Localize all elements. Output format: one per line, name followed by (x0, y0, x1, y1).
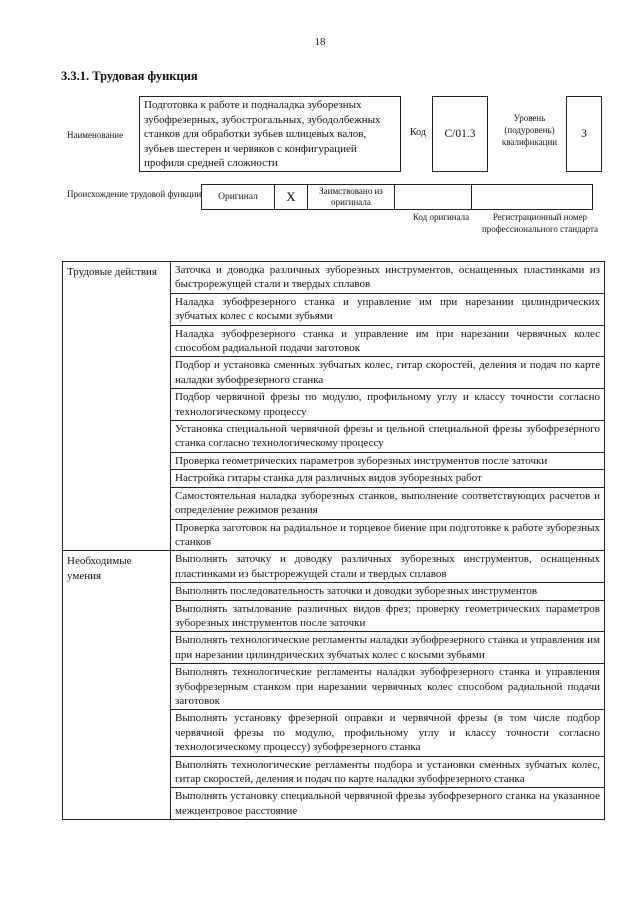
labor-action-item: Заточка и доводка различных зуборезных инструментов, оснащенных пластинками из быстрорежущей стали и твердых сплавов (171, 262, 605, 294)
level-value: 3 (566, 96, 602, 172)
labor-action-item: Подбор и установка сменных зубчатых колес, гитар скоростей, деления и подач по карте наладки зубофрезерного станка (171, 357, 605, 389)
table-row (63, 551, 605, 583)
skill-item: Выполнять технологические регламенты подбора и установки сменных зубчатых колес, гитар скоростей, деления и подач по карте наладки зубофрезерного станка (171, 756, 605, 788)
level-label: Уровень (подуровень) квалификации (501, 113, 558, 147)
labor-actions-label: Трудовые действия (63, 262, 171, 551)
code-original-cell (395, 185, 472, 210)
reg-number-caption: Регистрационный номер профессионального стандарта (481, 212, 599, 234)
function-details-table (62, 261, 605, 820)
original-mark: Х (275, 185, 308, 210)
original-cell: Оригинал (202, 185, 275, 210)
code-label: Код (410, 127, 426, 138)
labor-action-item: Установка специальной червячной фрезы и цельной специальной фрезы зубофрезерного станка согласно технологическому процессу (171, 421, 605, 453)
skill-item: Выполнять затылование различных видов фрез; проверку геометрических параметров зуборезных инструментов после заточки (171, 600, 605, 632)
origin-table (201, 184, 593, 210)
function-name-box: Подготовка к работе и подналадка зуборезных зубофрезерных, зубострогальных, зубодолбежных станков для обработки зубьев шлицевых валов, зубьев шестерен и червяков с конфигурацией профиля средней сложности (139, 96, 401, 172)
labor-action-item: Самостоятельная наладка зуборезных станков, выполнение соответствующих расчетов и определение режимов резания (171, 487, 605, 519)
section-title: 3.3.1. Трудовая функция (61, 69, 198, 83)
skill-item: Выполнять заточку и доводку различных зуборезных инструментов, оснащенных пластинками из быстрорежущей стали и твердых сплавов (171, 551, 605, 583)
reg-number-cell (472, 185, 593, 210)
skill-item: Выполнять последовательность заточки и доводки зуборезных инструментов (171, 583, 605, 600)
table-row (63, 262, 605, 294)
skill-item: Выполнять установку специальной червячной фрезы зубофрезерного станка на указанное межцентровое расстояние (171, 788, 605, 820)
page-number: 18 (314, 36, 326, 48)
origin-label: Происхождение трудовой функции (67, 189, 202, 199)
borrowed-cell: Заимствовано из оригинала (308, 185, 395, 210)
labor-action-item: Проверка геометрических параметров зуборезных инструментов после заточки (171, 452, 605, 469)
labor-action-item: Настройка гитары станка для различных видов зуборезных работ (171, 470, 605, 487)
skill-item: Выполнять технологические регламенты наладки зубофрезерного станка и управления зубофрезерным станком при нарезании червячных колес способом радиальной подачи заготовок (171, 664, 605, 710)
required-skills-label: Необходимые умения (63, 551, 171, 820)
skill-item: Выполнять установку фрезерной оправки и червячной фрезы (в том числе подбор червячной фрезы по модулю, профильному углу и классу точности согласно технологическому процессу) зубофрезерного станка (171, 710, 605, 756)
skill-item: Выполнять технологические регламенты наладки зубофрезерного станка и управления им при нарезании цилиндрических зубчатых колес с косыми зубьями (171, 632, 605, 664)
code-original-caption: Код оригинала (412, 212, 470, 222)
code-value: С/01.3 (432, 96, 488, 172)
labor-action-item: Подбор червячной фрезы по модулю, профильному углу и классу точности согласно технологическому процессу (171, 389, 605, 421)
labor-action-item: Наладка зубофрезерного станка и управление им при нарезании цилиндрических зубчатых колес с косыми зубьями (171, 293, 605, 325)
labor-action-item: Наладка зубофрезерного станка и управление им при нарезании червячных колес способом радиальной подачи заготовок (171, 325, 605, 357)
name-label: Наименование (67, 130, 124, 140)
labor-action-item: Проверка заготовок на радиальное и торцевое биение при подготовке к работе зуборезных станков (171, 519, 605, 551)
